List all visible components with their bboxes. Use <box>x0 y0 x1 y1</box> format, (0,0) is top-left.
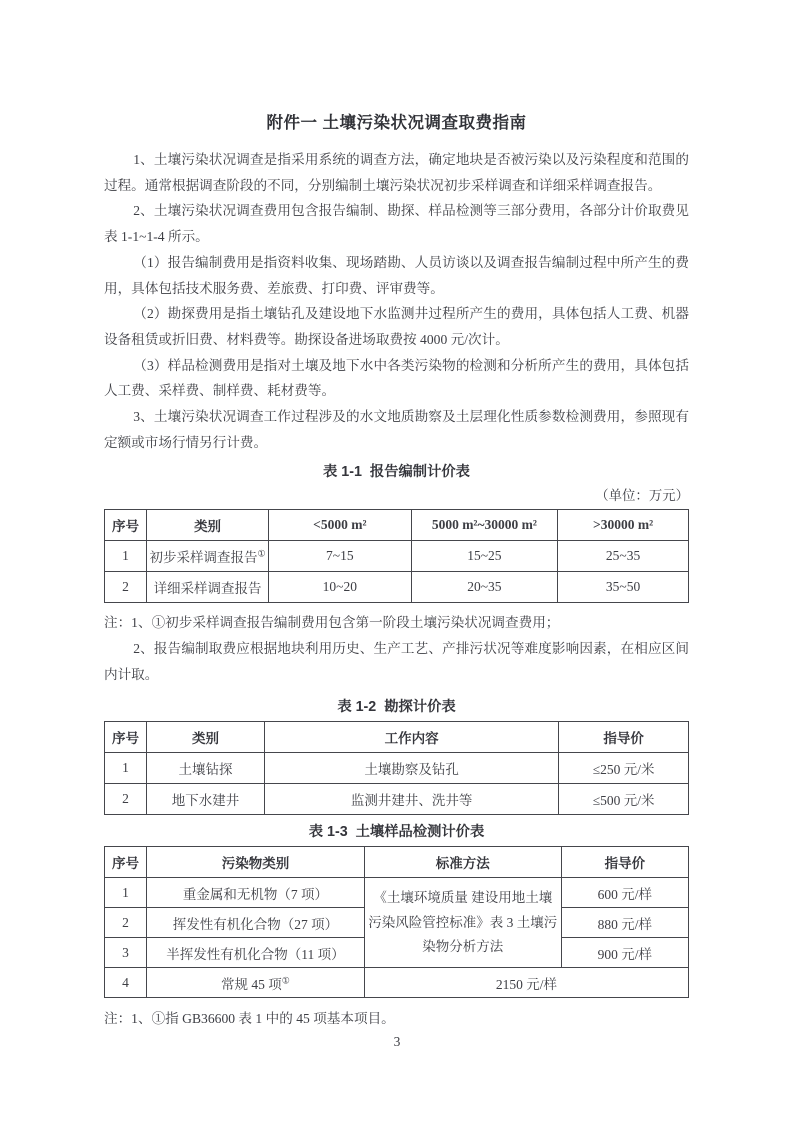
cell-no: 2 <box>105 572 147 603</box>
cell-price: 10~20 <box>269 572 411 603</box>
paragraph-5: （3）样品检测费用是指对土壤及地下水中各类污染物的检测和分析所产生的费用，具体包括人工费、采样费、制样费、耗材费等。 <box>104 357 689 399</box>
body-paragraphs <box>104 147 689 455</box>
paragraph-6: 3、土壤污染状况调查工作过程涉及的水文地质勘察及土层理化性质参数检测费用，参照现有定额或市场行情另行计费。 <box>104 409 689 450</box>
page-content <box>104 0 689 1032</box>
cell-no: 4 <box>105 968 147 998</box>
column-header-5000-30000: 5000 m²~30000 m² <box>411 510 558 541</box>
footnote-marker: ① <box>257 548 266 559</box>
column-header-guide-price: 指导价 <box>559 722 689 753</box>
cell-price: 25~35 <box>558 541 689 572</box>
table-row <box>105 572 689 603</box>
cell-no: 2 <box>105 908 147 938</box>
cell-guide-price: ≤500 元/米 <box>559 784 689 815</box>
cell-guide-price: 900 元/样 <box>561 938 688 968</box>
table-row <box>105 541 689 572</box>
column-header-no: 序号 <box>105 510 147 541</box>
table-1-3-sample-testing-pricing <box>104 846 689 998</box>
table-1-2-caption: 表 1-2 勘探计价表 <box>337 699 456 716</box>
column-header-guide-price: 指导价 <box>561 847 688 878</box>
table-row <box>105 878 689 908</box>
column-header-category: 类别 <box>147 510 269 541</box>
cell-work-content: 监测井建井、洗井等 <box>265 784 559 815</box>
footnote-marker: ① <box>281 975 290 986</box>
cell-pollutant: 常规 45 项① <box>147 968 365 998</box>
cell-guide-price: ≤250 元/米 <box>559 753 689 784</box>
cell-guide-price: 880 元/样 <box>561 908 688 938</box>
cell-merged-price: 2150 元/样 <box>364 968 688 998</box>
table-1-2-exploration-pricing <box>104 721 689 815</box>
cell-price: 20~35 <box>411 572 558 603</box>
cell-pollutant: 挥发性有机化合物（27 项） <box>147 908 365 938</box>
cell-work-content: 土壤勘察及钻孔 <box>265 753 559 784</box>
table-1-1-report-pricing <box>104 509 689 603</box>
cell-standard-method: 《土壤环境质量 建设用地土壤污染风险管控标准》表 3 土壤污染物分析方法 <box>364 878 561 968</box>
cell-pollutant: 半挥发性有机化合物（11 项） <box>147 938 365 968</box>
paragraph-1: 1、土壤污染状况调查是指采用系统的调查方法，确定地块是否被污染以及污染程度和范围的过程。通常根据调查阶段的不同，分别编制土壤污染状况初步采样调查和详细采样调查报告。 <box>104 152 689 193</box>
table-1-3-caption: 表 1-3 土壤样品检测计价表 <box>308 824 485 841</box>
table-1-3-note: 注：1、①指 GB36600 表 1 中的 45 项基本项目。 <box>104 1011 395 1027</box>
table-row <box>105 968 689 998</box>
cell-pollutant: 重金属和无机物（7 项） <box>147 878 365 908</box>
table-row <box>105 784 689 815</box>
table-row <box>105 753 689 784</box>
cell-no: 3 <box>105 938 147 968</box>
column-header-category: 类别 <box>147 722 265 753</box>
cell-no: 2 <box>105 784 147 815</box>
page-title: 附件一 土壤污染状况调查取费指南 <box>266 114 527 132</box>
column-header-standard-method: 标准方法 <box>364 847 561 878</box>
cell-category: 详细采样调查报告 <box>147 572 269 603</box>
cell-category: 地下水建井 <box>147 784 265 815</box>
column-header-lt5000: <5000 m² <box>269 510 411 541</box>
note-line: 2、报告编制取费应根据地块利用历史、生产工艺、产排污状况等难度影响因素，在相应区间内计取。 <box>104 641 689 683</box>
column-header-no: 序号 <box>105 847 147 878</box>
cell-price: 7~15 <box>269 541 411 572</box>
cell-no: 1 <box>105 753 147 784</box>
paragraph-2: 2、土壤污染状况调查费用包含报告编制、勘探、样品检测等三部分费用，各部分计价取费见表 1-1~1-4 所示。 <box>104 203 689 245</box>
cell-price: 35~50 <box>558 572 689 603</box>
table-1-1-header-row <box>105 510 689 541</box>
table-1-1-caption: 表 1-1 报告编制计价表 <box>323 464 470 481</box>
column-header-pollutant-category: 污染物类别 <box>147 847 365 878</box>
cell-guide-price: 600 元/样 <box>561 878 688 908</box>
column-header-no: 序号 <box>105 722 147 753</box>
column-header-gt30000: >30000 m² <box>558 510 689 541</box>
cell-no: 1 <box>105 878 147 908</box>
paragraph-3: （1）报告编制费用是指资料收集、现场踏勘、人员访谈以及调查报告编制过程中所产生的费用，具体包括技术服务费、差旅费、打印费、评审费等。 <box>104 254 689 296</box>
note-line: 注：1、①初步采样调查报告编制费用包含第一阶段土壤污染状况调查费用； <box>104 615 560 631</box>
cell-category: 土壤钻探 <box>147 753 265 784</box>
table-1-1-notes <box>104 610 689 688</box>
cell-price: 15~25 <box>411 541 558 572</box>
paragraph-4: （2）勘探费用是指土壤钻孔及建设地下水监测井过程所产生的费用，具体包括人工费、机器设备租赁或折旧费、材料费等。勘探设备进场取费按 4000 元/次计。 <box>104 306 689 347</box>
cell-no: 1 <box>105 541 147 572</box>
cell-category: 初步采样调查报告① <box>147 541 269 572</box>
table-1-2-header-row <box>105 722 689 753</box>
table-1-3-header-row <box>105 847 689 878</box>
table-1-1-unit-label: （单位：万元） <box>595 488 689 504</box>
page-number: 3 <box>393 1034 401 1049</box>
column-header-work-content: 工作内容 <box>265 722 559 753</box>
